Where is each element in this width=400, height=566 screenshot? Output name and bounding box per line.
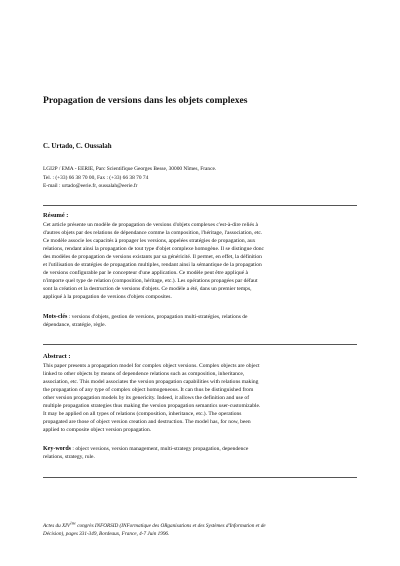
abstract-line: other version propagation models by its genericity. Indeed, it allows the definition and use of — [43, 395, 250, 401]
abstract-line: It may be applied on all types of relations (composition, inheritance, etc.). The operations — [43, 411, 242, 417]
divider-bottom — [43, 477, 357, 478]
resume-line: et l'utilisation de stratégies de propagation multiples, rendant ainsi la sémantique de la propagation — [43, 262, 262, 268]
resume-line: relations, rendant ainsi la propagation de tout type d'objet complexe homogène. Il se distingue donc — [43, 246, 264, 252]
paper-title: Propagation de versions dans les objets complexes — [43, 95, 248, 106]
affiliation-block — [43, 165, 216, 191]
resume-line: n'importe quel type de relation (composition, héritage, etc.). Les opérations propagées par défaut — [43, 278, 258, 284]
resume-keywords — [43, 313, 357, 329]
resume-line: de versions configurable par le concepteur d'une application. Ce modèle peut être appliqué à — [43, 270, 248, 276]
resume-body — [43, 221, 357, 301]
contact-phone-line: Tel. : (+33) 66 38 70 00, Fax : (+33) 66 38 70 74 — [43, 174, 149, 181]
keywords-en-text: relations, strategy, rule. — [43, 454, 95, 460]
resume-line: des modèles de propagation de versions existants par sa généricité. Il permet, en effet, la définition — [43, 254, 262, 260]
resume-line: appliqué à la propagation de versions d'objets composites. — [43, 294, 172, 300]
abstract-line: multiple propagation strategies thus making the version propagation semantics user-customizable. — [43, 403, 261, 409]
affiliation-line: LGI2P / EMA - EERIE, Parc Scientifique Georges Besse, 30000 Nîmes, France. — [43, 166, 217, 172]
abstract-line: This paper presents a propagation model for complex object versions. Complex objects are object — [43, 363, 260, 369]
resume-line: sont la création et la destruction de versions d'objets. Ce modèle a été, dans un premier temps, — [43, 286, 252, 292]
footer-citation: Actes du XIVème congrès INFORSID (INFormatique des ORganisations et des Systèmes d'Information et de Décision), pages 331-349, Bordeaux, France, 4-7 Juin 1996. — [43, 521, 266, 537]
keywords-en-text: : object versions, version management, multi-strategy propagation, dependence — [72, 446, 249, 452]
authors: C. Urtado, C. Oussalah — [43, 143, 112, 150]
keywords-fr-text: dépendance, stratégie, règle. — [43, 322, 106, 328]
keywords-label-fr: Mots-clés — [43, 314, 68, 320]
abstract-line: applied to composite object version propagation. — [43, 427, 152, 433]
abstract-keywords — [43, 445, 357, 461]
keywords-fr-text: : versions d'objets, gestion de versions, propagation multi-stratégies, relations de — [68, 314, 248, 320]
abstract-line: linked to other objects by means of dependence relations such as composition, inheritance, — [43, 371, 245, 377]
contact-email-line: E-mail : urtado@eerie.fr, oussalah@eerie.fr — [43, 183, 138, 190]
divider-middle — [43, 344, 357, 345]
resume-line: Ce modèle associe les capacités à propager les versions, appelées stratégies de propagation, aux — [43, 238, 256, 244]
abstract-line: propagated are those of object version creation and destruction. The model has, for now, been — [43, 419, 251, 425]
keywords-label-en: Key-words — [43, 446, 71, 452]
abstract-line: the propagation of any type of complex object homogeneous. It can thus be distinguished from — [43, 387, 254, 393]
divider-top — [43, 205, 357, 206]
resume-line: Cet article présente un modèle de propagation de versions d'objets complexes c'est-à-dire reliés à — [43, 222, 259, 228]
abstract-body — [43, 362, 357, 434]
resume-heading: Résumé : — [43, 212, 69, 219]
resume-line: d'autres objets par des relations de dépendance comme la composition, l'héritage, l'association, etc. — [43, 230, 263, 236]
abstract-heading: Abstract : — [43, 353, 71, 360]
abstract-line: association, etc. This model associates the version propagation capabilities with relations making — [43, 379, 259, 385]
